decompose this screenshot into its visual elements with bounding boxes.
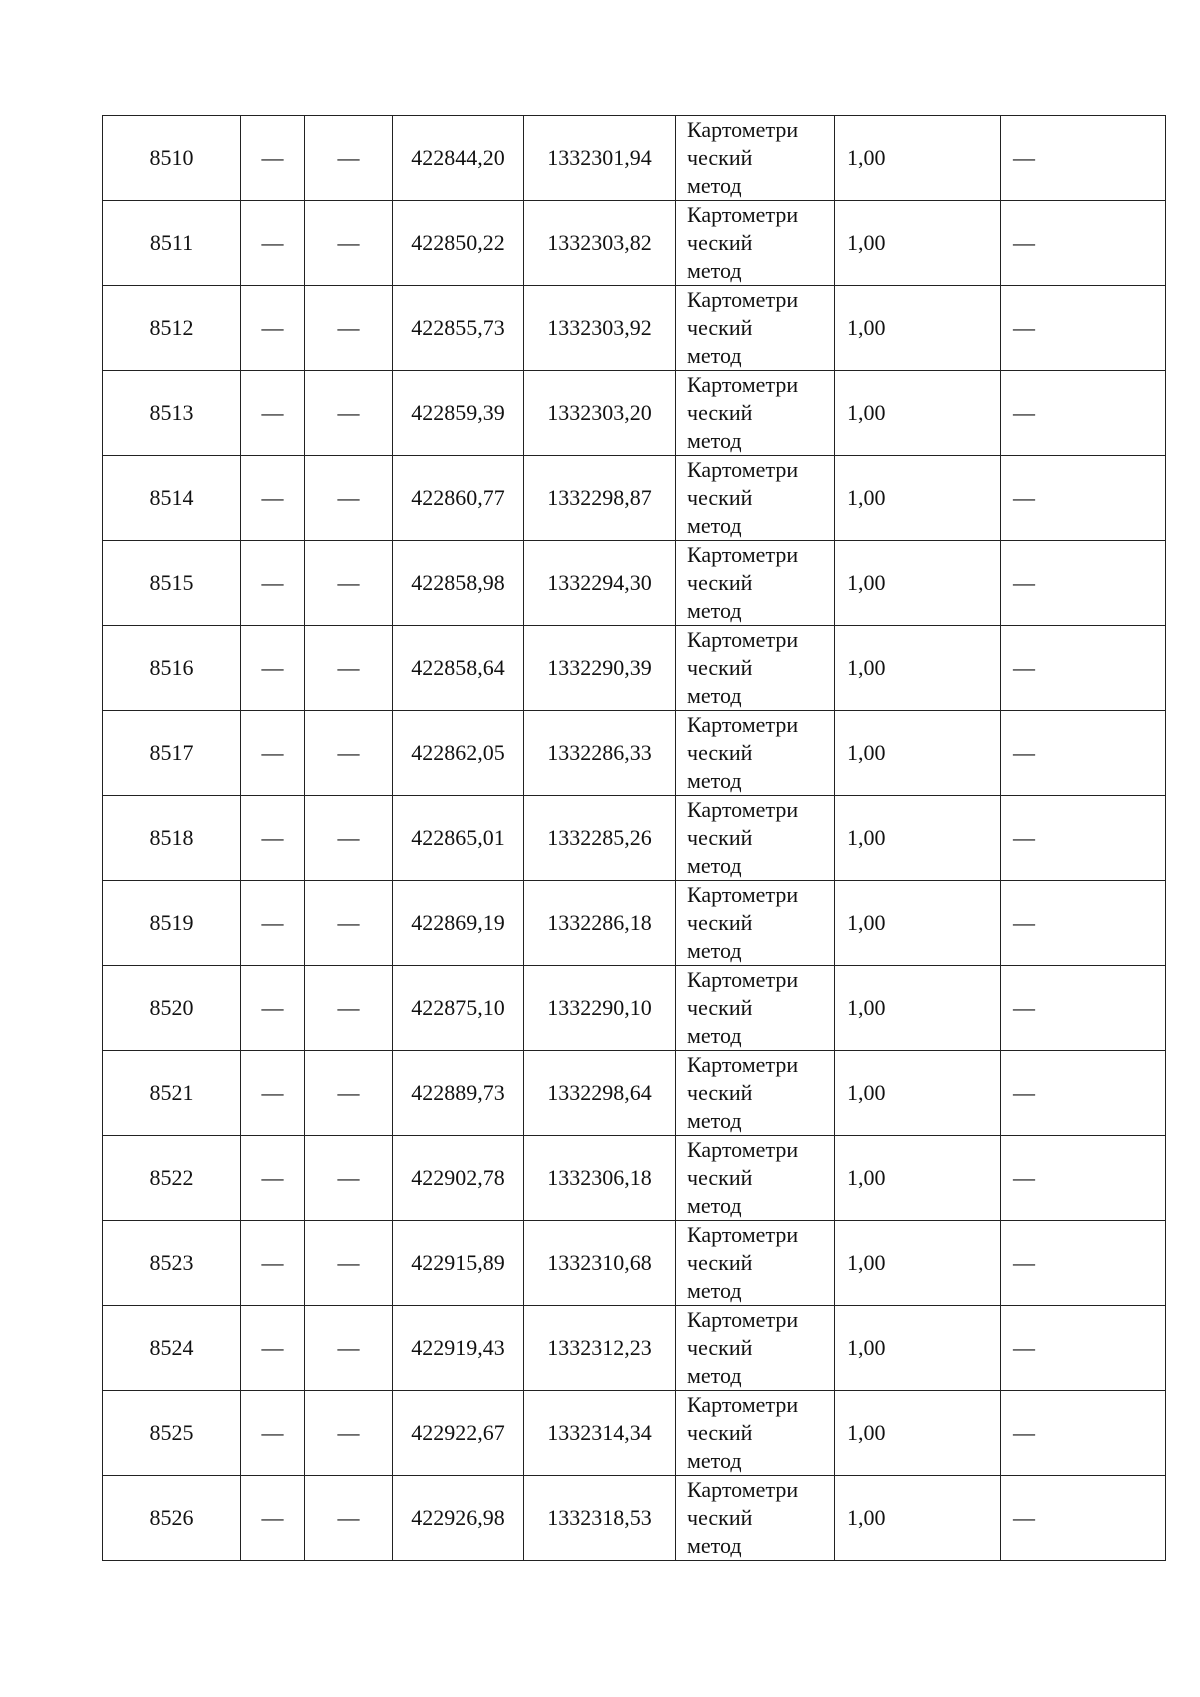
point-number-cell: 8519 (103, 881, 241, 966)
dash-cell: — (1001, 1476, 1166, 1561)
y-coordinate-cell: 1332285,26 (524, 796, 676, 881)
precision-cell: 1,00 (835, 1306, 1001, 1391)
point-number-cell: 8516 (103, 626, 241, 711)
method-cell: Картометри ческий метод (676, 456, 835, 541)
point-number-cell: 8514 (103, 456, 241, 541)
point-number-cell: 8511 (103, 201, 241, 286)
precision-cell: 1,00 (835, 1221, 1001, 1306)
precision-cell: 1,00 (835, 626, 1001, 711)
dash-cell: — (241, 541, 305, 626)
point-number-cell: 8523 (103, 1221, 241, 1306)
point-number-cell: 8510 (103, 116, 241, 201)
y-coordinate-cell: 1332310,68 (524, 1221, 676, 1306)
dash-cell: — (305, 1306, 393, 1391)
dash-cell: — (241, 1476, 305, 1561)
point-number-cell: 8517 (103, 711, 241, 796)
dash-cell: — (1001, 796, 1166, 881)
y-coordinate-cell: 1332286,18 (524, 881, 676, 966)
x-coordinate-cell: 422875,10 (393, 966, 524, 1051)
x-coordinate-cell: 422915,89 (393, 1221, 524, 1306)
x-coordinate-cell: 422844,20 (393, 116, 524, 201)
dash-cell: — (305, 1476, 393, 1561)
precision-cell: 1,00 (835, 201, 1001, 286)
x-coordinate-cell: 422858,64 (393, 626, 524, 711)
dash-cell: — (241, 1391, 305, 1476)
dash-cell: — (1001, 201, 1166, 286)
table-body (103, 116, 1166, 1561)
dash-cell: — (241, 1051, 305, 1136)
y-coordinate-cell: 1332303,92 (524, 286, 676, 371)
dash-cell: — (1001, 1051, 1166, 1136)
point-number-cell: 8512 (103, 286, 241, 371)
x-coordinate-cell: 422926,98 (393, 1476, 524, 1561)
point-number-cell: 8526 (103, 1476, 241, 1561)
table-row (103, 201, 1166, 286)
dash-cell: — (1001, 626, 1166, 711)
dash-cell: — (1001, 711, 1166, 796)
dash-cell: — (1001, 1306, 1166, 1391)
dash-cell: — (305, 1221, 393, 1306)
dash-cell: — (241, 1306, 305, 1391)
dash-cell: — (241, 796, 305, 881)
dash-cell: — (1001, 456, 1166, 541)
y-coordinate-cell: 1332286,33 (524, 711, 676, 796)
table-row (103, 881, 1166, 966)
table-row (103, 541, 1166, 626)
precision-cell: 1,00 (835, 286, 1001, 371)
dash-cell: — (305, 711, 393, 796)
table-row (103, 711, 1166, 796)
table-row (103, 1391, 1166, 1476)
dash-cell: — (241, 116, 305, 201)
table-row (103, 1306, 1166, 1391)
x-coordinate-cell: 422902,78 (393, 1136, 524, 1221)
method-cell: Картометри ческий метод (676, 1391, 835, 1476)
dash-cell: — (241, 1136, 305, 1221)
dash-cell: — (1001, 881, 1166, 966)
table-row (103, 1136, 1166, 1221)
table-row (103, 1476, 1166, 1561)
table-row (103, 966, 1166, 1051)
dash-cell: — (241, 201, 305, 286)
dash-cell: — (1001, 1221, 1166, 1306)
point-number-cell: 8521 (103, 1051, 241, 1136)
x-coordinate-cell: 422860,77 (393, 456, 524, 541)
y-coordinate-cell: 1332303,82 (524, 201, 676, 286)
coordinates-table (102, 115, 1166, 1561)
dash-cell: — (1001, 371, 1166, 456)
table-row (103, 796, 1166, 881)
x-coordinate-cell: 422855,73 (393, 286, 524, 371)
table-row (103, 1221, 1166, 1306)
method-cell: Картометри ческий метод (676, 286, 835, 371)
y-coordinate-cell: 1332290,39 (524, 626, 676, 711)
method-cell: Картометри ческий метод (676, 1136, 835, 1221)
y-coordinate-cell: 1332312,23 (524, 1306, 676, 1391)
x-coordinate-cell: 422865,01 (393, 796, 524, 881)
dash-cell: — (1001, 541, 1166, 626)
method-cell: Картометри ческий метод (676, 796, 835, 881)
method-cell: Картометри ческий метод (676, 966, 835, 1051)
precision-cell: 1,00 (835, 116, 1001, 201)
point-number-cell: 8525 (103, 1391, 241, 1476)
x-coordinate-cell: 422862,05 (393, 711, 524, 796)
dash-cell: — (1001, 1391, 1166, 1476)
dash-cell: — (241, 456, 305, 541)
precision-cell: 1,00 (835, 1051, 1001, 1136)
precision-cell: 1,00 (835, 371, 1001, 456)
dash-cell: — (305, 456, 393, 541)
precision-cell: 1,00 (835, 1391, 1001, 1476)
table-row (103, 286, 1166, 371)
dash-cell: — (241, 881, 305, 966)
x-coordinate-cell: 422858,98 (393, 541, 524, 626)
table-row (103, 456, 1166, 541)
x-coordinate-cell: 422869,19 (393, 881, 524, 966)
point-number-cell: 8513 (103, 371, 241, 456)
dash-cell: — (305, 116, 393, 201)
method-cell: Картометри ческий метод (676, 1221, 835, 1306)
y-coordinate-cell: 1332303,20 (524, 371, 676, 456)
dash-cell: — (241, 626, 305, 711)
method-cell: Картометри ческий метод (676, 371, 835, 456)
method-cell: Картометри ческий метод (676, 626, 835, 711)
dash-cell: — (241, 711, 305, 796)
dash-cell: — (305, 626, 393, 711)
point-number-cell: 8524 (103, 1306, 241, 1391)
dash-cell: — (305, 286, 393, 371)
precision-cell: 1,00 (835, 881, 1001, 966)
y-coordinate-cell: 1332298,64 (524, 1051, 676, 1136)
x-coordinate-cell: 422889,73 (393, 1051, 524, 1136)
precision-cell: 1,00 (835, 1476, 1001, 1561)
method-cell: Картометри ческий метод (676, 201, 835, 286)
x-coordinate-cell: 422919,43 (393, 1306, 524, 1391)
point-number-cell: 8515 (103, 541, 241, 626)
point-number-cell: 8522 (103, 1136, 241, 1221)
x-coordinate-cell: 422850,22 (393, 201, 524, 286)
point-number-cell: 8518 (103, 796, 241, 881)
table-row (103, 116, 1166, 201)
y-coordinate-cell: 1332298,87 (524, 456, 676, 541)
precision-cell: 1,00 (835, 966, 1001, 1051)
y-coordinate-cell: 1332306,18 (524, 1136, 676, 1221)
table-row (103, 1051, 1166, 1136)
method-cell: Картометри ческий метод (676, 541, 835, 626)
precision-cell: 1,00 (835, 456, 1001, 541)
method-cell: Картометри ческий метод (676, 116, 835, 201)
precision-cell: 1,00 (835, 711, 1001, 796)
table-row (103, 626, 1166, 711)
dash-cell: — (305, 1391, 393, 1476)
dash-cell: — (305, 1136, 393, 1221)
dash-cell: — (1001, 1136, 1166, 1221)
precision-cell: 1,00 (835, 796, 1001, 881)
dash-cell: — (1001, 966, 1166, 1051)
method-cell: Картометри ческий метод (676, 1476, 835, 1561)
dash-cell: — (305, 201, 393, 286)
precision-cell: 1,00 (835, 1136, 1001, 1221)
precision-cell: 1,00 (835, 541, 1001, 626)
dash-cell: — (241, 286, 305, 371)
dash-cell: — (305, 1051, 393, 1136)
method-cell: Картометри ческий метод (676, 1306, 835, 1391)
dash-cell: — (305, 796, 393, 881)
dash-cell: — (305, 541, 393, 626)
table-row (103, 371, 1166, 456)
x-coordinate-cell: 422859,39 (393, 371, 524, 456)
dash-cell: — (1001, 116, 1166, 201)
dash-cell: — (241, 371, 305, 456)
method-cell: Картометри ческий метод (676, 881, 835, 966)
y-coordinate-cell: 1332301,94 (524, 116, 676, 201)
y-coordinate-cell: 1332314,34 (524, 1391, 676, 1476)
dash-cell: — (241, 966, 305, 1051)
method-cell: Картометри ческий метод (676, 711, 835, 796)
x-coordinate-cell: 422922,67 (393, 1391, 524, 1476)
dash-cell: — (305, 371, 393, 456)
dash-cell: — (305, 966, 393, 1051)
method-cell: Картометри ческий метод (676, 1051, 835, 1136)
point-number-cell: 8520 (103, 966, 241, 1051)
dash-cell: — (241, 1221, 305, 1306)
y-coordinate-cell: 1332290,10 (524, 966, 676, 1051)
dash-cell: — (1001, 286, 1166, 371)
dash-cell: — (305, 881, 393, 966)
y-coordinate-cell: 1332318,53 (524, 1476, 676, 1561)
y-coordinate-cell: 1332294,30 (524, 541, 676, 626)
